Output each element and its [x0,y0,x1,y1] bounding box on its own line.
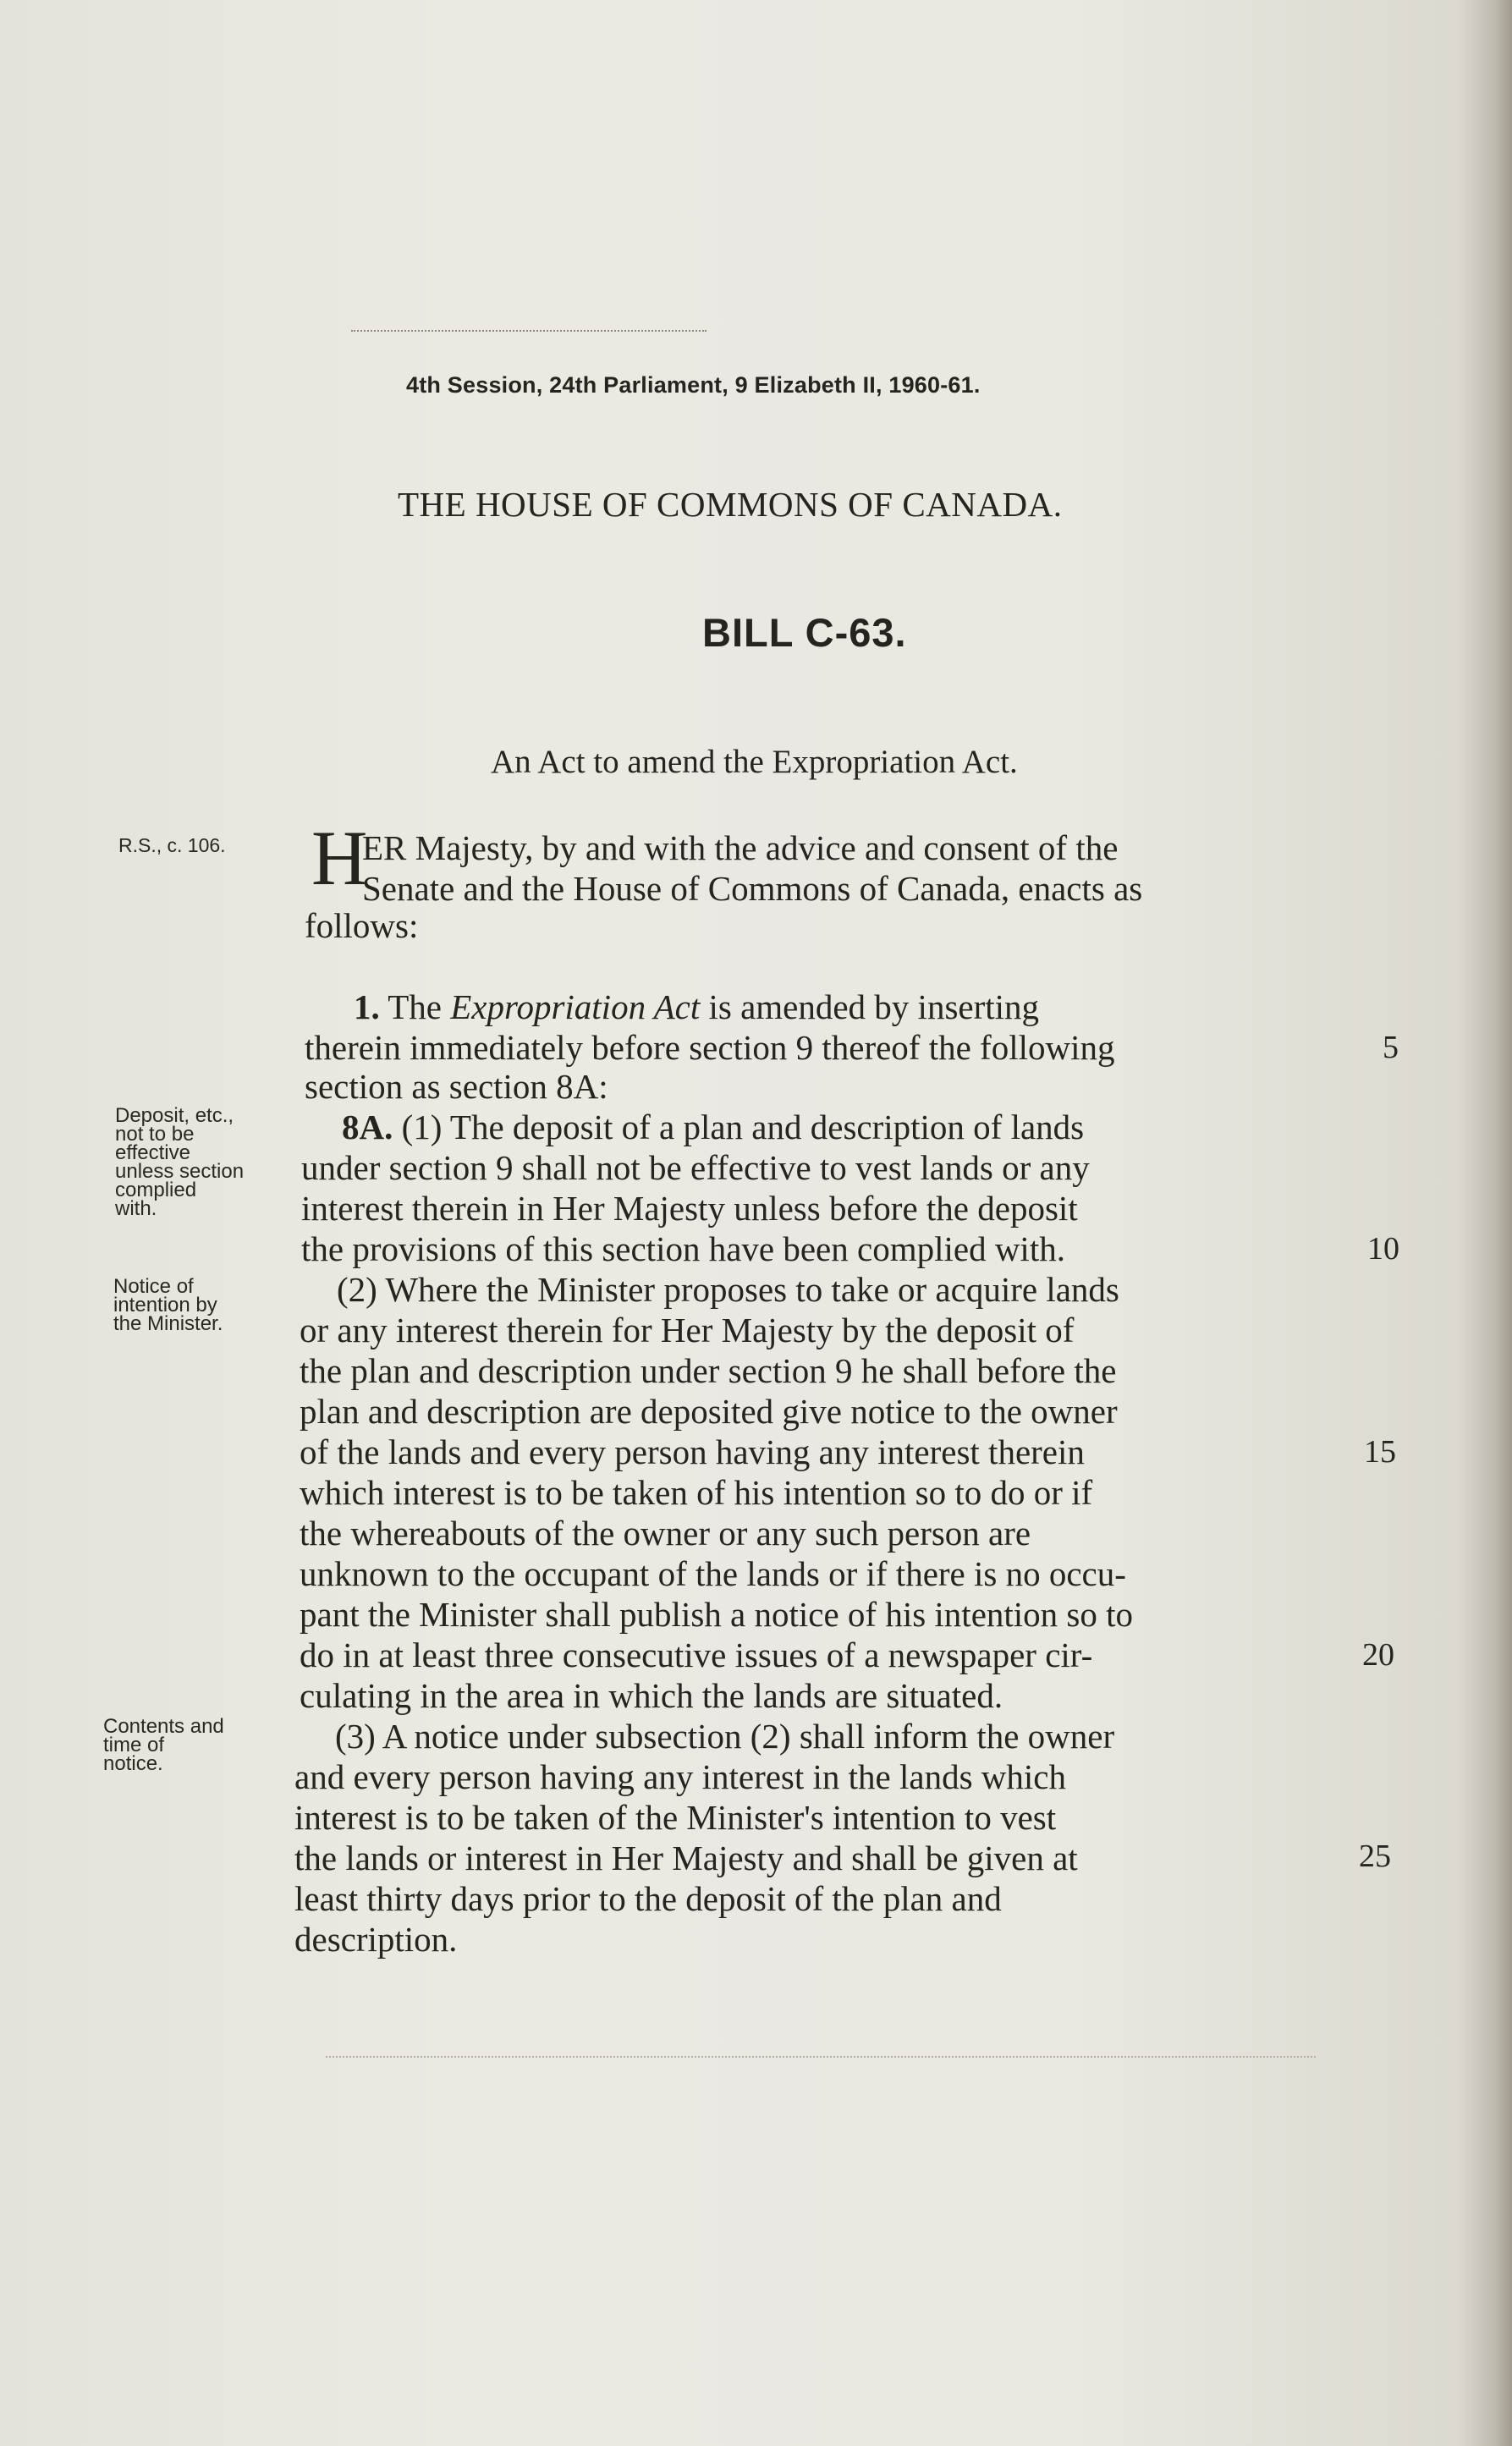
subsection-2-line: the plan and description under section 9 he shall before the [300,1351,1117,1390]
section-8a-heading: 8A. [342,1108,393,1146]
margin-note-deposit [115,1104,245,1220]
line-number: 25 [1359,1839,1391,1874]
enacting-line: Senate and the House of Commons of Canada, enacts as [362,869,1143,908]
margin-note-line: notice. [103,1752,163,1775]
subsection-3-line: and every person having any interest in the lands which [294,1757,1066,1796]
margin-note-line: intention by [113,1294,217,1316]
enacting-line: ER Majesty, by and with the advice and consent of the [362,828,1119,867]
margin-note-line: not to be [115,1123,195,1146]
section-8a-line: under section 9 shall not be effective to vest lands or any [301,1148,1090,1187]
line-number: 10 [1367,1231,1399,1267]
subsection-2-line: unknown to the occupant of the lands or if there is no occu- [300,1554,1126,1593]
house-heading: THE HOUSE OF COMMONS OF CANADA. [398,485,1063,524]
enacting-line: follows: [305,906,419,945]
margin-note-contents [103,1715,224,1775]
act-title: Expropriation Act [450,987,701,1026]
subsection-2-line: pant the Minister shall publish a notice of his intention so to [300,1595,1134,1634]
subsection-2-line: which interest is to be taken of his intention so to do or if [300,1473,1093,1512]
section-1-line: section as section 8A: [305,1067,608,1106]
margin-note-line: Deposit, etc., [115,1104,234,1127]
subsection-2-line: do in at least three consecutive issues of a newspaper cir- [300,1635,1093,1674]
top-rule [351,330,707,332]
section-8a-line: interest therein in Her Majesty unless before the deposit [301,1189,1078,1228]
margin-note-line: complied [115,1179,197,1201]
spine-shadow [1461,0,1512,2446]
section-1-line [354,987,1420,1027]
subsection-3-line: least thirty days prior to the deposit of the plan and [294,1879,1002,1918]
section-8a-text: (1) The deposit of a plan and description of lands [401,1108,1085,1146]
section-1-line: therein immediately before section 9 thereof the following [305,1028,1115,1067]
margin-note-line: effective [115,1141,190,1164]
bill-number: BILL C-63. [702,610,907,655]
bill-subtitle: An Act to amend the Expropriation Act. [491,744,1018,780]
margin-note-line: unless section [115,1160,245,1183]
margin-note-rs: R.S., c. 106. [118,834,226,856]
section-text: is amended by inserting [700,987,1040,1026]
section-8a-line: the provisions of this section have been complied with. [301,1229,1065,1268]
margin-note-notice [113,1275,223,1335]
bottom-rule [326,2056,1316,2058]
subsection-2-line: or any interest therein for Her Majesty by the deposit of [300,1311,1075,1349]
margin-note-line: Contents and [103,1715,224,1738]
margin-note-line: with. [115,1197,157,1220]
subsection-3-line: (3) A notice under subsection (2) shall inform the owner [335,1717,1115,1756]
margin-note-line: time of [103,1734,165,1756]
section-text: The [388,987,451,1026]
drop-cap: H [311,815,368,901]
margin-note-line: Notice of [113,1275,194,1298]
line-number: 20 [1362,1637,1394,1673]
subsection-2-line: of the lands and every person having any interest therein [300,1432,1085,1471]
subsection-2-line: the whereabouts of the owner or any such person are [300,1514,1031,1553]
section-number: 1. [354,987,380,1026]
subsection-3-line: interest is to be taken of the Minister's intention to vest [294,1798,1057,1837]
subsection-2-line: culating in the area in which the lands are situated. [300,1676,1003,1715]
session-heading: 4th Session, 24th Parliament, 9 Elizabeth II, 1960-61. [406,372,981,398]
subsection-2-line: plan and description are deposited give notice to the owner [300,1392,1118,1431]
line-number: 15 [1364,1434,1396,1470]
subsection-2-line: (2) Where the Minister proposes to take or acquire lands [337,1270,1119,1309]
section-8a-line [342,1107,1408,1147]
margin-note-line: the Minister. [113,1312,223,1335]
line-number: 5 [1383,1030,1399,1065]
subsection-3-line: description. [294,1920,458,1959]
subsection-3-line: the lands or interest in Her Majesty and shall be given at [294,1839,1078,1877]
